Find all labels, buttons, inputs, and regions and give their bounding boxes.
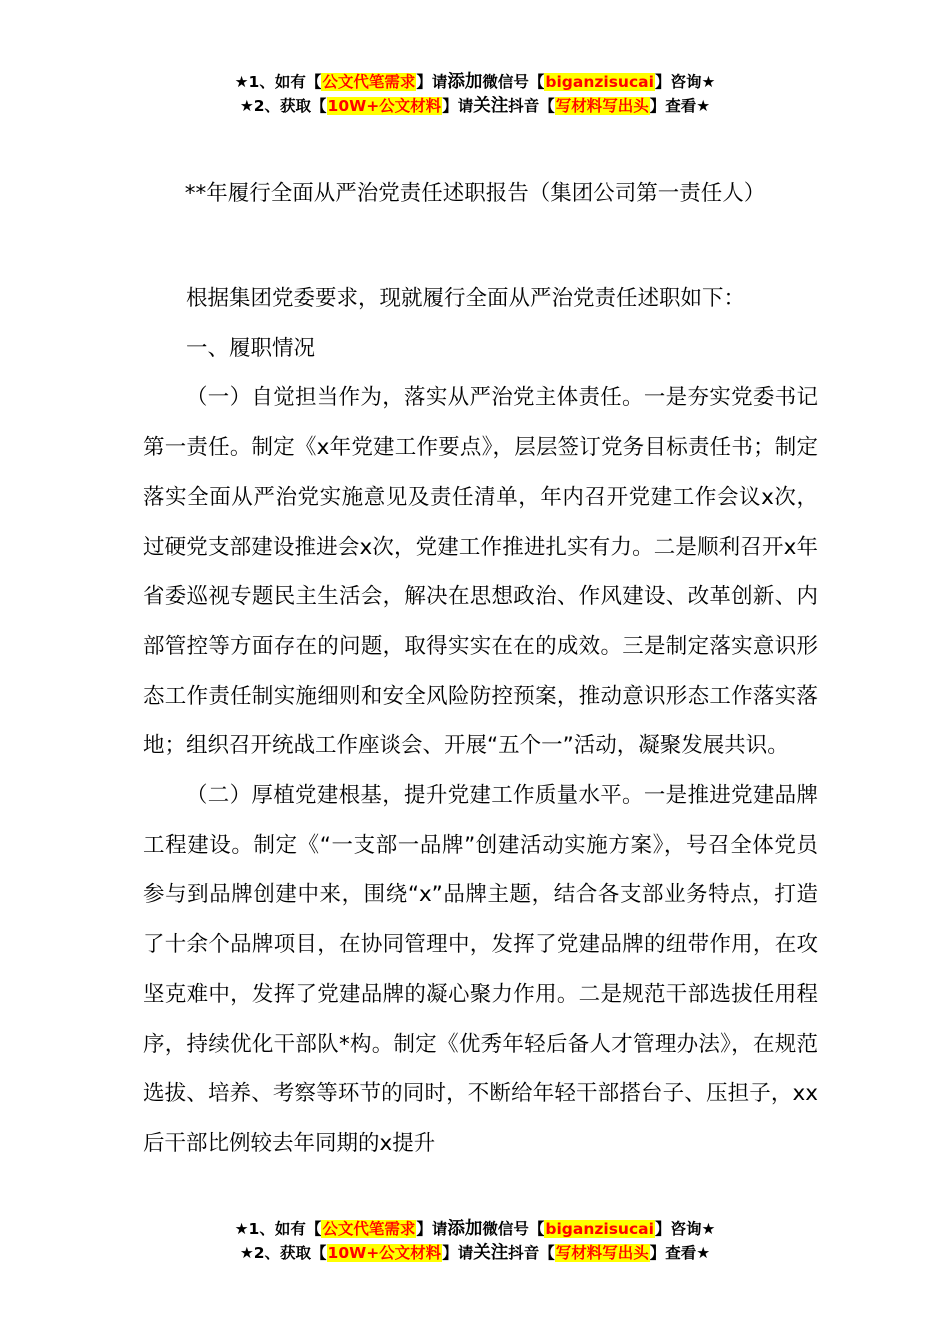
banner-text: 】请	[442, 97, 474, 115]
intro-paragraph: 根据集团党委要求，现就履行全面从严治党责任述职如下：	[186, 286, 746, 311]
highlight-wechat-id[interactable]: biganzisucai	[545, 1220, 654, 1238]
highlight-materials: 10W+公文材料	[327, 1244, 442, 1262]
body-paragraph-1: （一）自觉担当作为，落实从严治党主体责任。一是夯实党委书记第一责任。制定《x年党建工作要点》，层层签订党务目标责任书；制定落实全面从严治党实施意见及责任清单，年内召开党建工作会议x次，过硬党支部建设推进会x次，党建工作推进扎实有力。二是顺利召开x年省委巡视专题民主生活会，解决在思想政治、作风建设、改革创新、内部管控等方面存在的问题，取得实实在在的成效。三是制定落实意识形态工作责任制实施细则和安全风险防控预案，推动意识形态工作落实落地；组织召开统战工作座谈会、开展“五个一”活动，凝聚发展共识。	[143, 385, 818, 759]
highlight-ghostwriting: 公文代笔需求	[322, 1220, 416, 1238]
banner-line-1	[0, 1217, 950, 1241]
banner-text: 微信号【	[482, 73, 545, 91]
banner-text: ★1、如有【	[234, 73, 322, 91]
banner-emphasis: 添加	[447, 72, 483, 92]
banner-line-2	[0, 1241, 950, 1265]
document-title: **年履行全面从严治党责任述职报告（集团公司第一责任人）	[184, 181, 766, 206]
banner-text: 】咨询★	[654, 73, 716, 91]
banner-text: 】查看★	[649, 1244, 711, 1262]
banner-text: 】请	[442, 1244, 474, 1262]
banner-emphasis: 添加	[447, 1219, 483, 1239]
top-banner	[0, 70, 950, 118]
body-paragraph-2: （二）厚植党建根基，提升党建工作质量水平。一是推进党建品牌工程建设。制定《“一支部一品牌”创建活动实施方案》，号召全体党员参与到品牌创建中来，围绕“x”品牌主题，结合各支部业务特点，打造了十余个品牌项目，在协同管理中，发挥了党建品牌的纽带作用，在攻坚克难中，发挥了党建品牌的凝心聚力作用。二是规范干部选拔任用程序，持续优化干部队*构。制定《优秀年轻后备人才管理办法》，在规范选拔、培养、考察等环节的同时，不断给年轻干部搭台子、压担子，xx后干部比例较去年同期的x提升	[143, 783, 818, 1156]
banner-line-2	[0, 94, 950, 118]
banner-text: 抖音【	[508, 97, 555, 115]
highlight-douyin-account[interactable]: 写材料写出头	[555, 97, 649, 115]
banner-text: 】咨询★	[654, 1220, 716, 1238]
banner-text: 微信号【	[482, 1220, 545, 1238]
banner-text: 】请	[416, 73, 448, 91]
banner-emphasis: 关注	[473, 96, 509, 116]
banner-text: ★2、获取【	[239, 1244, 327, 1262]
section-heading: 一、履职情况	[186, 335, 316, 361]
highlight-wechat-id[interactable]: biganzisucai	[545, 73, 654, 91]
document-body	[143, 274, 818, 1169]
banner-text: ★1、如有【	[234, 1220, 322, 1238]
banner-line-1	[0, 70, 950, 94]
highlight-materials: 10W+公文材料	[327, 97, 442, 115]
banner-text: 抖音【	[508, 1244, 555, 1262]
highlight-douyin-account[interactable]: 写材料写出头	[555, 1244, 649, 1262]
highlight-ghostwriting: 公文代笔需求	[322, 73, 416, 91]
bottom-banner	[0, 1217, 950, 1265]
banner-text: 】查看★	[649, 97, 711, 115]
banner-text: ★2、获取【	[239, 97, 327, 115]
banner-text: 】请	[416, 1220, 448, 1238]
banner-emphasis: 关注	[473, 1243, 509, 1263]
